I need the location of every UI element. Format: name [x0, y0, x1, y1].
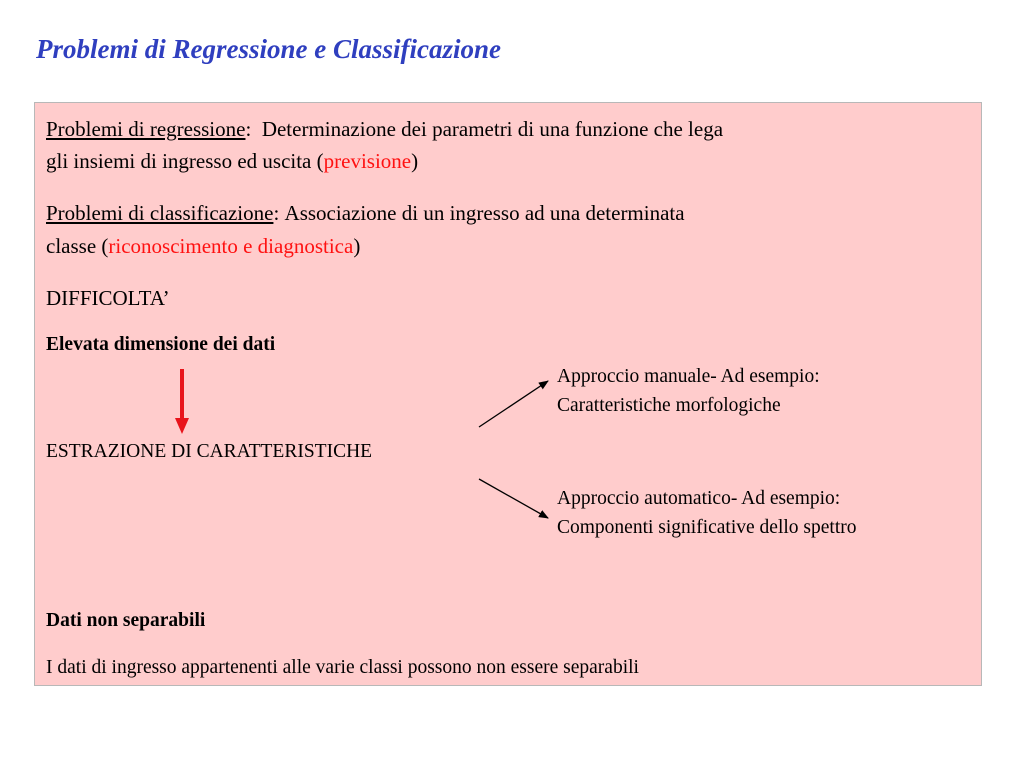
classification-definition: Associazione di un ingresso ad una determinata	[284, 201, 685, 225]
high-dimension-heading: Elevata dimensione dei dati	[46, 334, 276, 355]
manual-approach-line-2: Caratteristiche morfologiche	[557, 395, 781, 416]
non-separable-text: I dati di ingresso appartenenti alle varie classi possono non essere separabili	[46, 657, 639, 678]
automatic-approach-line-2: Componenti significative dello spettro	[557, 517, 857, 538]
down-arrow-icon	[175, 369, 189, 434]
manual-approach-line-1: Approccio manuale- Ad esempio:	[557, 366, 820, 387]
diagram-arrows	[35, 103, 983, 687]
classification-separator: :	[273, 201, 280, 225]
regression-definition-cont: gli insiemi di ingresso ed uscita (	[46, 149, 324, 173]
content-box	[34, 102, 982, 686]
feature-extraction-label: ESTRAZIONE DI CARATTERISTICHE	[46, 441, 373, 462]
regression-highlight: previsione	[323, 149, 412, 173]
automatic-approach-line-1: Approccio automatico- Ad esempio:	[557, 488, 841, 509]
regression-close-paren: )	[411, 149, 419, 173]
regression-definition: Determinazione dei parametri di una funzione che lega	[261, 117, 724, 141]
slide-title: Problemi di Regressione e Classificazione	[36, 34, 501, 64]
classification-highlight: riconoscimento e diagnostica	[108, 234, 354, 258]
regression-heading: Problemi di regressione	[46, 117, 246, 141]
classification-heading: Problemi di classificazione	[46, 201, 274, 225]
classification-definition-cont: classe (	[46, 234, 109, 258]
classification-close-paren: )	[353, 234, 361, 258]
arrow-to-manual-icon	[479, 381, 548, 427]
regression-separator: :	[245, 117, 252, 141]
arrow-to-automatic-icon	[479, 479, 548, 518]
non-separable-heading: Dati non separabili	[46, 610, 206, 631]
difficulty-label: DIFFICOLTA’	[46, 286, 170, 310]
